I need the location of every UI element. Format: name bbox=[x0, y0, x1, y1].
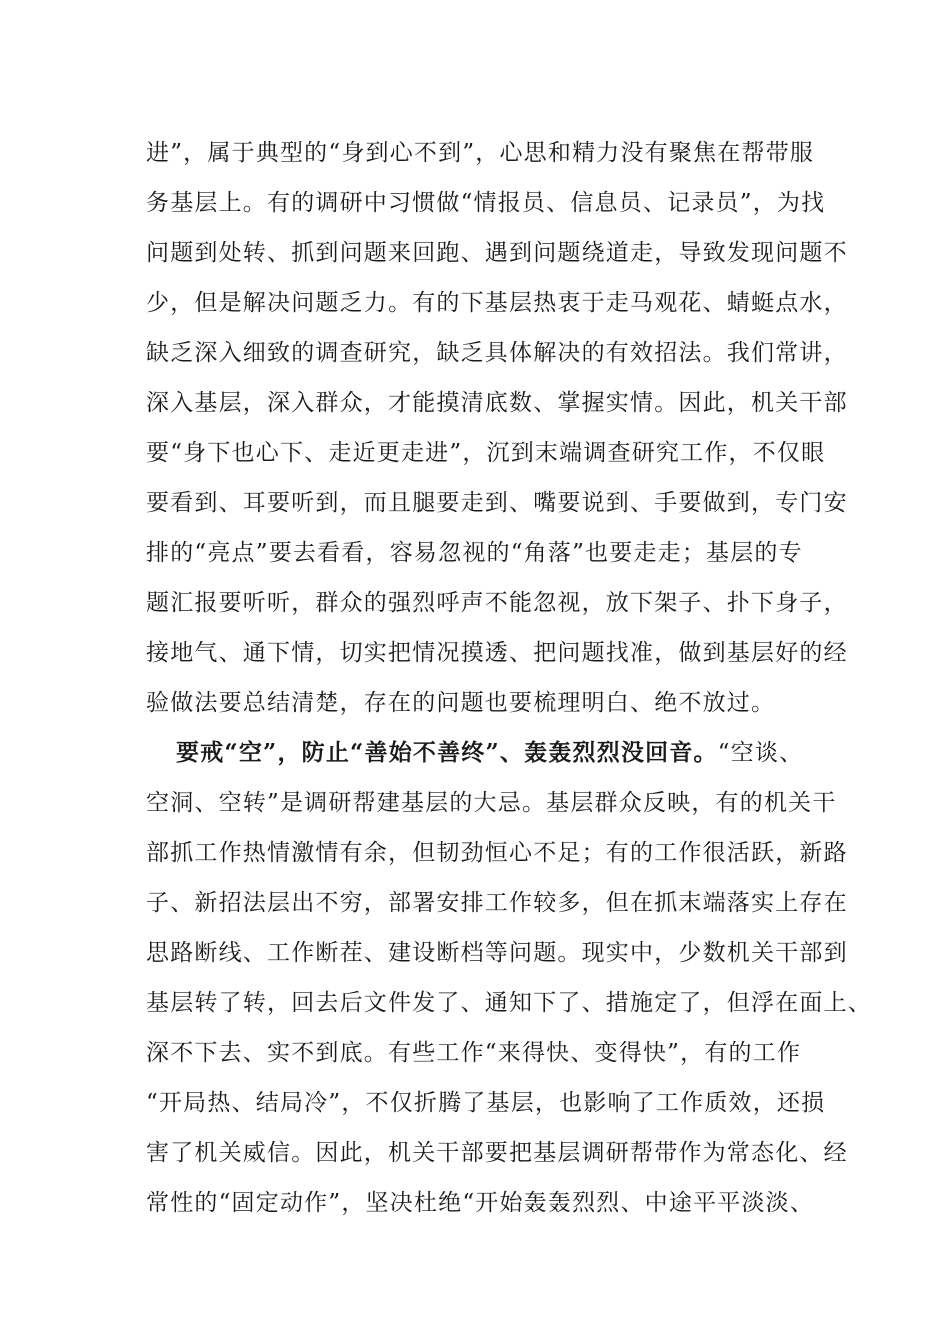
heading-line-rest: “空谈、 bbox=[717, 740, 804, 766]
text-line: 接地气、通下情，切实把情况摸透、把问题找准，做到基层好的经 bbox=[146, 640, 848, 666]
text-line: 题汇报要听听，群众的强烈呼声不能忽视，放下架子、扑下身子， bbox=[146, 590, 848, 616]
text-line: 要“身下也心下、走近更走进”，沉到末端调查研究工作，不仅眼 bbox=[146, 440, 826, 466]
text-line: 少，但是解决问题乏力。有的下基层热衷于走马观花、蜻蜓点水， bbox=[146, 290, 848, 316]
text-line: 进”，属于典型的“身到心不到”，心思和精力没有聚焦在帮带服 bbox=[146, 140, 815, 166]
text-line: 问题到处转、抓到问题来回跑、遇到问题绕道走，导致发现问题不 bbox=[146, 240, 848, 266]
text-line: 要看到、耳要听到，而且腿要走到、嘴要说到、手要做到，专门安 bbox=[146, 490, 848, 516]
text-line: 务基层上。有的调研中习惯做“情报员、信息员、记录员”，为找 bbox=[146, 190, 826, 216]
document-body bbox=[146, 128, 872, 1228]
text-line: 害了机关威信。因此，机关干部要把基层调研帮带作为常态化、经 bbox=[146, 1140, 848, 1166]
text-line: 排的“亮点”要去看看，容易忽视的“角落”也要走走；基层的专 bbox=[146, 540, 803, 566]
text-line: 缺乏深入细致的调查研究，缺乏具体解决的有效招法。我们常讲， bbox=[146, 340, 848, 366]
text-line: 深入基层，深入群众，才能摸清底数、掌握实情。因此，机关干部 bbox=[146, 390, 848, 416]
text-line: 常性的“固定动作”，坚决杜绝“开始轰轰烈烈、中途平平淡淡、 bbox=[146, 1190, 815, 1216]
text-line: “开局热、结局冷”，不仅折腾了基层，也影响了工作质效，还损 bbox=[146, 1090, 826, 1116]
text-line: 基层转了转，回去后文件发了、通知下了、措施定了，但浮在面上、 bbox=[146, 990, 872, 1016]
paragraph-heading: 要戒“空”，防止“善始不善终”、轰轰烈烈没回音。 bbox=[176, 739, 718, 766]
text-line: 验做法要总结清楚，存在的问题也要梳理明白、绝不放过。 bbox=[146, 690, 776, 716]
paragraph-heading-line bbox=[146, 728, 826, 778]
text-line: 部抓工作热情激情有余，但韧劲恒心不足；有的工作很活跃，新路 bbox=[146, 840, 848, 866]
text-line: 子、新招法层出不穷，部署安排工作较多，但在抓末端落实上存在 bbox=[146, 890, 848, 916]
text-line: 空洞、空转”是调研帮建基层的大忌。基层群众反映，有的机关干 bbox=[146, 790, 837, 816]
text-line: 深不下去、实不到底。有些工作“来得快、变得快”，有的工作 bbox=[146, 1040, 802, 1066]
text-line: 思路断线、工作断茬、建设断档等问题。现实中，少数机关干部到 bbox=[146, 940, 848, 966]
